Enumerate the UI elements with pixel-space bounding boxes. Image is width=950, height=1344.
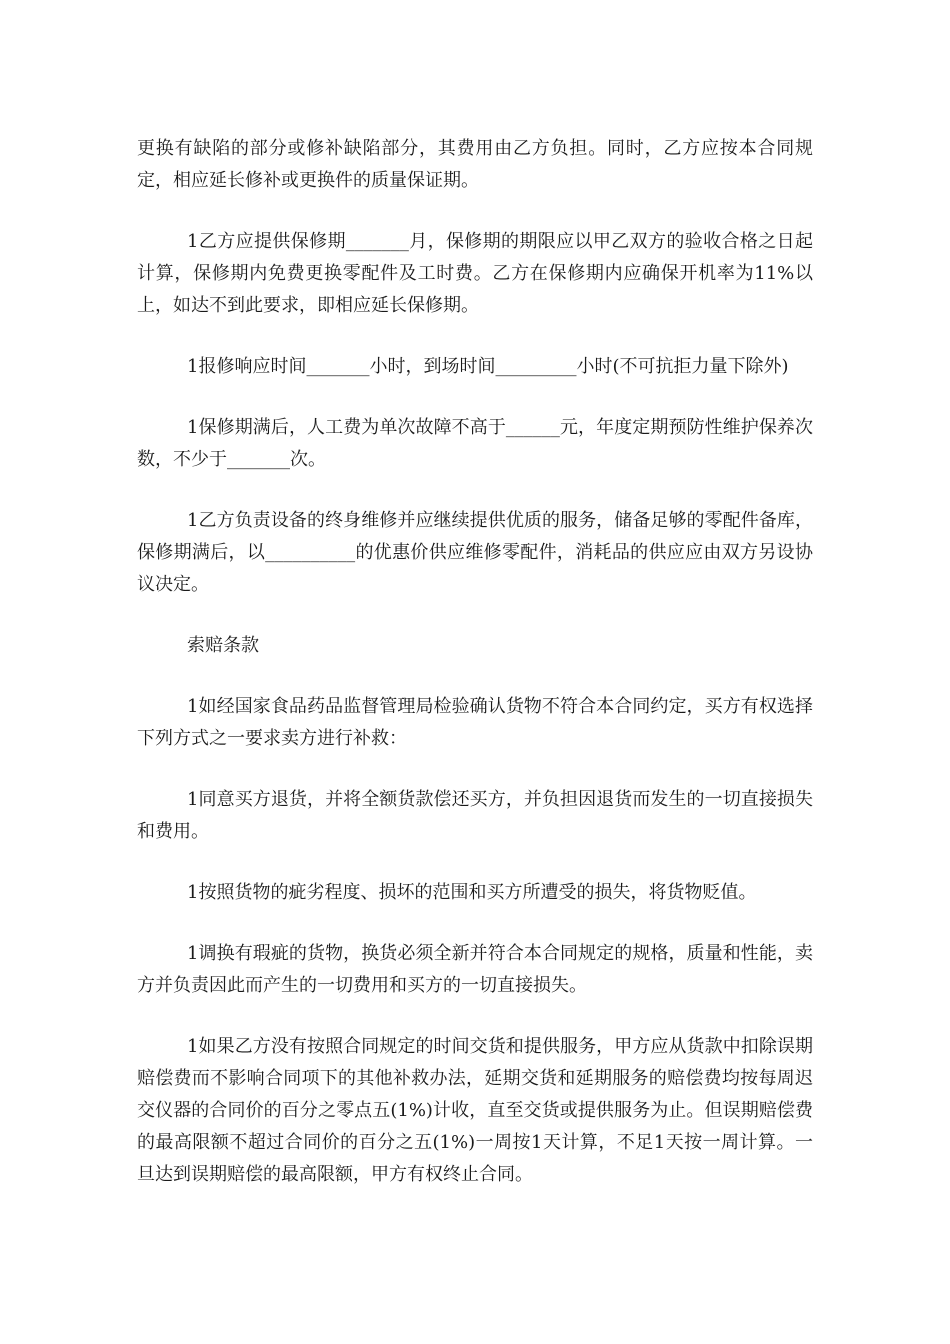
paragraph-post-warranty-fees: 1保修期满后，人工费为单次故障不高于______元，年度定期预防性维护保养次数，不少于_______次。 — [137, 417, 813, 470]
paragraph-claims-return: 1同意买方退货，并将全额货款偿还买方，并负担因退货而发生的一切直接损失和费用。 — [137, 789, 813, 842]
paragraph-claims-inspection: 1如经国家食品药品监督管理局检验确认货物不符合本合同约定，买方有权选择下列方式之一要求卖方进行补救： — [137, 696, 813, 749]
paragraph-warranty-period: 1乙方应提供保修期_______月，保修期的期限应以甲乙双方的验收合格之日起计算，保修期内免费更换零配件及工时费。乙方在保修期内应确保开机率为11%以上，如达不到此要求，即相应延长保修期。 — [137, 231, 813, 316]
paragraph-warranty-replacement: 更换有缺陷的部分或修补缺陷部分，其费用由乙方负担。同时，乙方应按本合同规定，相应延长修补或更换件的质量保证期。 — [137, 138, 813, 191]
paragraph-delay-penalty: 1如果乙方没有按照合同规定的时间交货和提供服务，甲方应从货款中扣除误期赔偿费而不影响合同项下的其他补救办法，延期交货和延期服务的赔偿费均按每周迟交仪器的合同价的百分之零点五(1%)计收，直至交货或提供服务为止。但误期赔偿费的最高限额不超过合同价的百分之五(1%)一周按1天计算，不足1天按一周计算。一旦达到误期赔偿的最高限额，甲方有权终止合同。 — [137, 1036, 813, 1185]
section-heading-claims: 索赔条款 — [187, 635, 260, 656]
paragraph-response-time: 1报修响应时间_______小时，到场时间_________小时(不可抗拒力量下除外) — [187, 356, 789, 377]
paragraph-claims-exchange: 1调换有瑕疵的货物，换货必须全新并符合本合同规定的规格，质量和性能，卖方并负责因此而产生的一切费用和买方的一切直接损失。 — [137, 943, 813, 996]
paragraph-lifetime-maintenance: 1乙方负责设备的终身维修并应继续提供优质的服务，储备足够的零配件备库，保修期满后，以__________的优惠价供应维修零配件，消耗品的供应应由双方另设协议决定。 — [137, 510, 813, 595]
document-body — [137, 133, 813, 1220]
paragraph-claims-devaluation: 1按照货物的疵劣程度、损坏的范围和买方所遭受的损失，将货物贬值。 — [187, 882, 757, 903]
